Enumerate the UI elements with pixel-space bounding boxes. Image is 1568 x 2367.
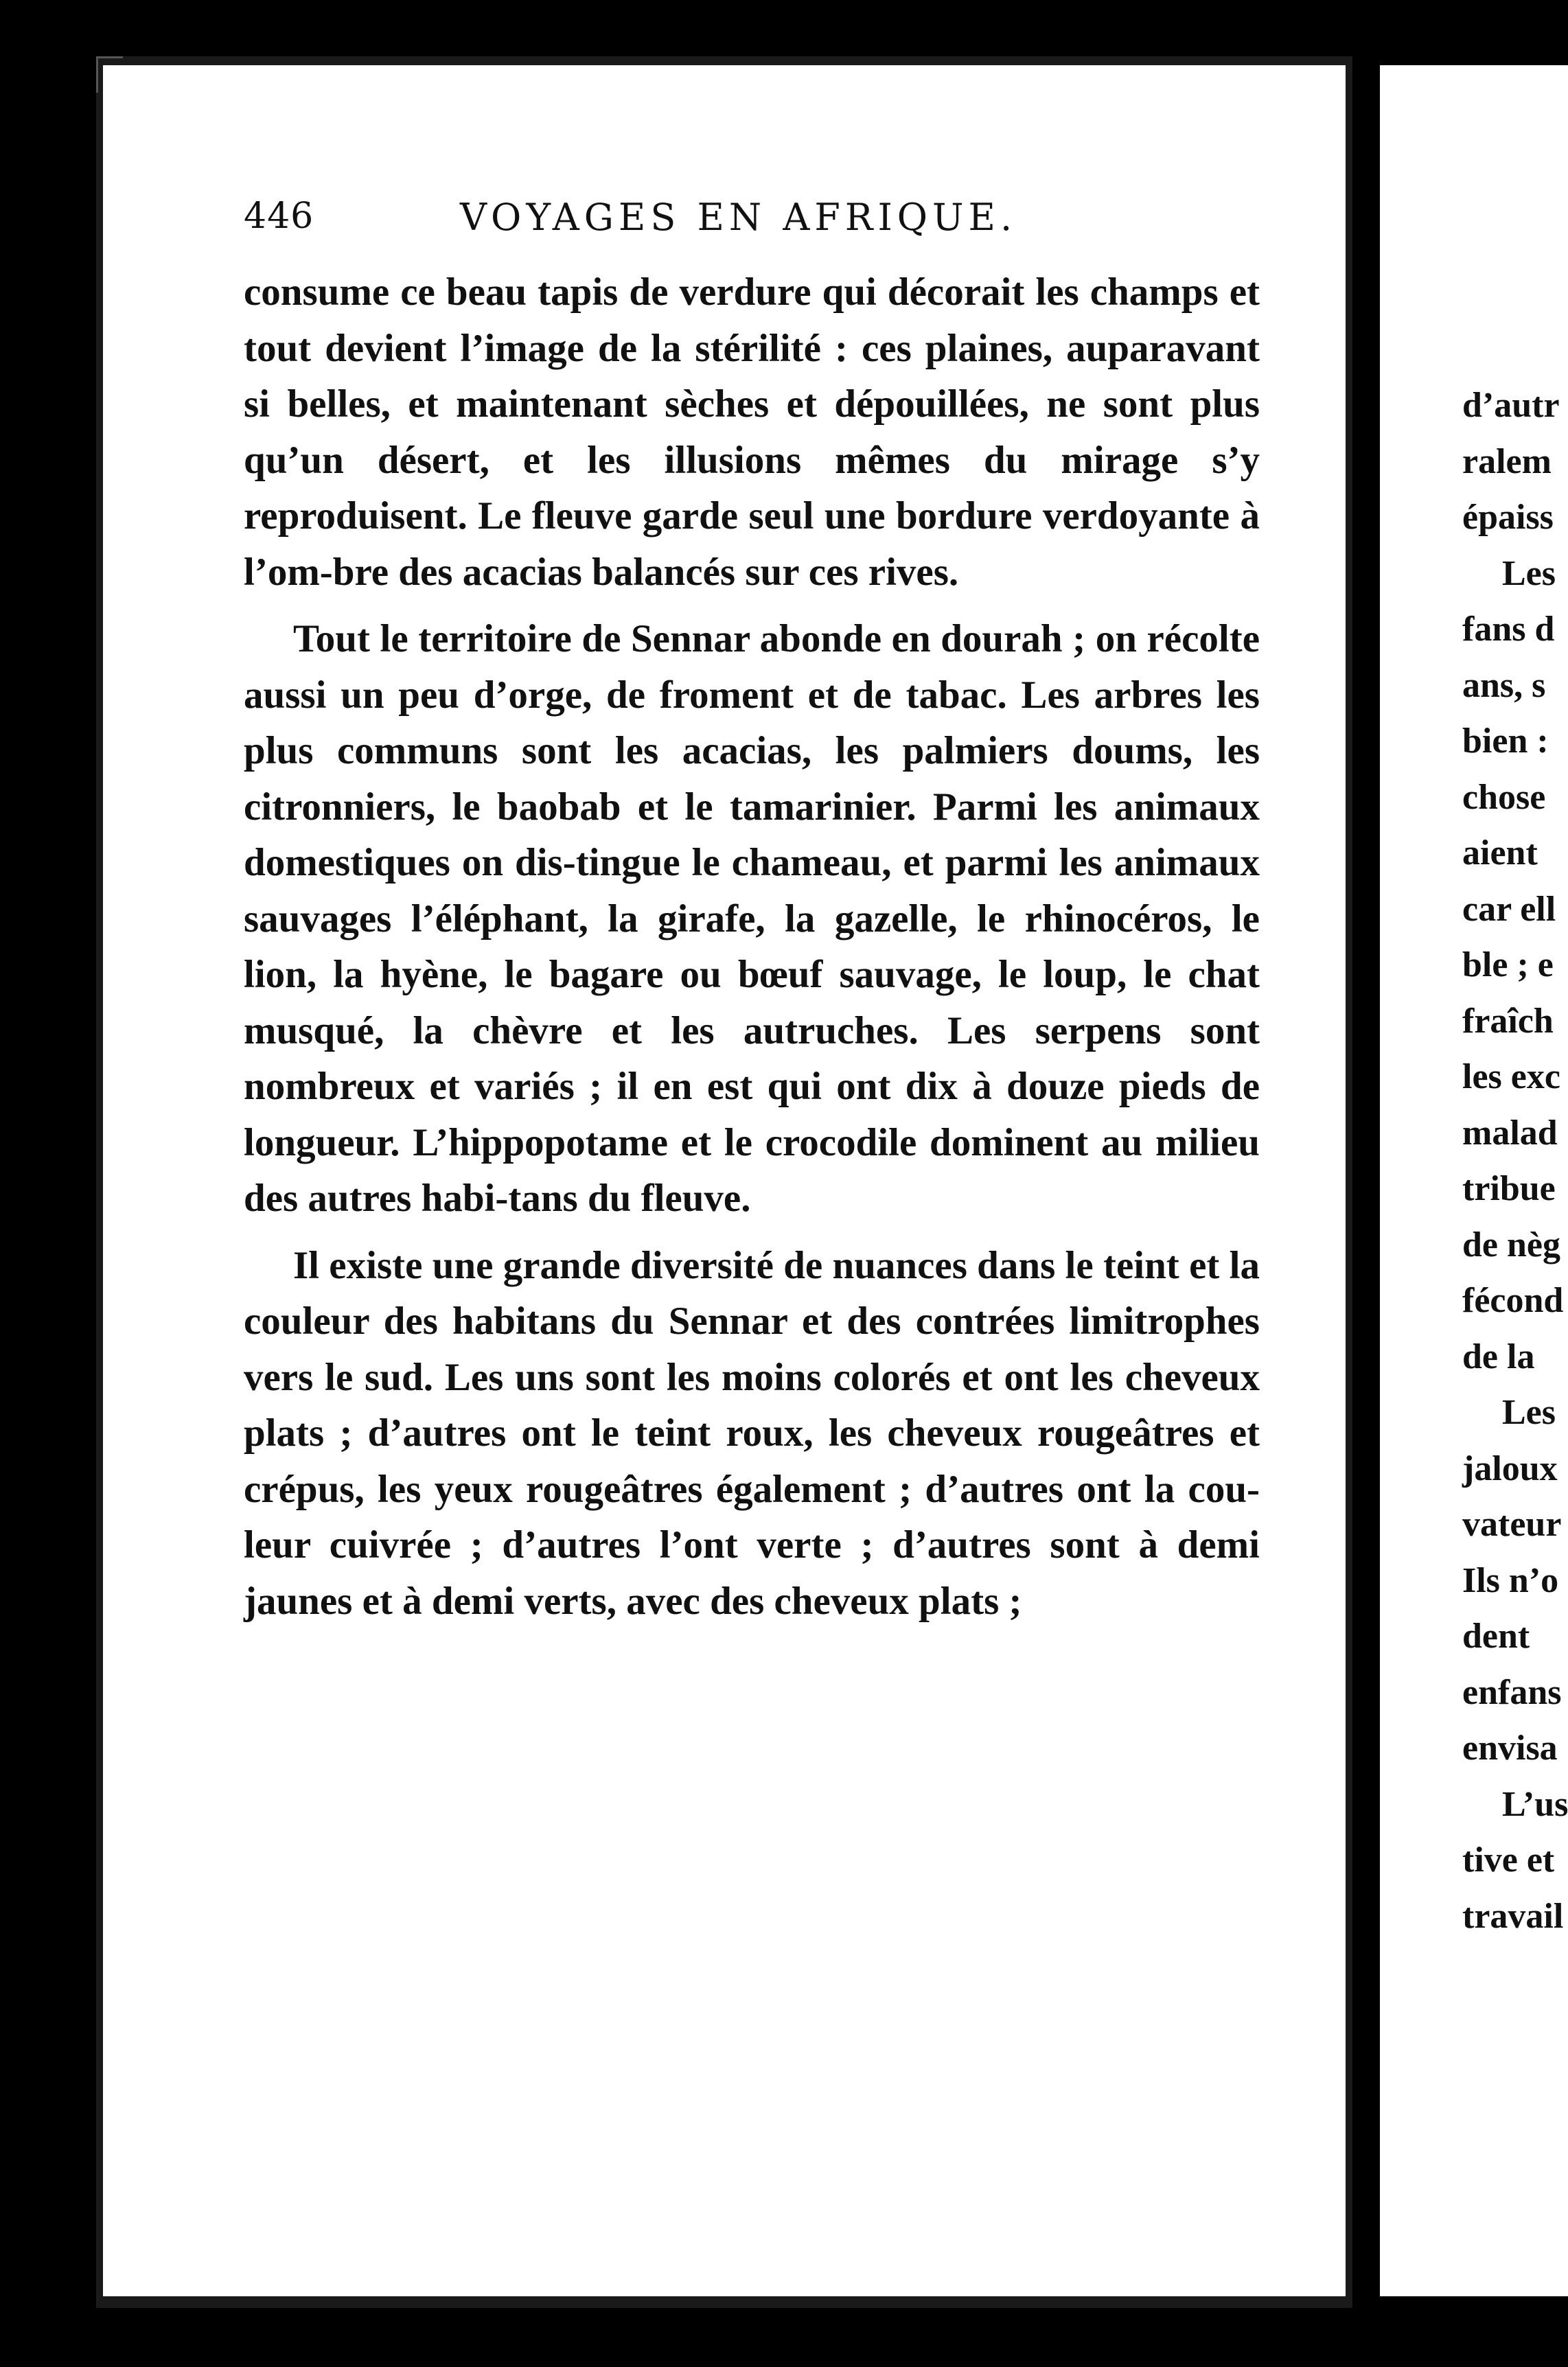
body-text [244,264,1260,1640]
adjacent-line: de nèg [1462,1225,1560,1265]
adjacent-line: tribue [1462,1169,1556,1208]
corner-fold-icon [96,56,123,93]
adjacent-line: travail [1462,1896,1564,1936]
adjacent-line: ans, s [1462,665,1546,705]
adjacent-page-text [1462,378,1568,1944]
adjacent-line: enfans [1462,1672,1562,1712]
adjacent-line: de la [1462,1337,1535,1376]
adjacent-line: fraîch [1462,1001,1554,1041]
adjacent-line: envisa [1462,1729,1558,1768]
running-head [244,196,1273,251]
adjacent-line: les exc [1462,1057,1560,1096]
page-number: 446 [244,196,314,237]
adjacent-line: dent [1462,1617,1530,1656]
paragraph: Tout le territoire de Sennar abonde en dourah ; on récolte aussi un peu d’orge, de froment et de tabac. Les arbres les plus communs sont les acacias, les palmiers doums, les citronniers, le baobab et le tamarinier. Parmi les animaux domestiques on dis-tingue le chameau, et parmi les animaux sauvages l’éléphant, la girafe, la gazelle, le rhinocéros, le lion, la hyène, le bagare ou bœuf sauvage, le loup, le chat musqué, la chèvre et les autruches. Les serpens sont nombreux et variés ; il en est qui ont dix à douze pieds de longueur. L’hippopotame et le crocodile dominent au milieu des autres habi-tans du fleuve. [244,617,1260,1220]
adjacent-line: jaloux [1462,1448,1558,1488]
adjacent-line: tive et [1462,1840,1555,1880]
adjacent-line: fans d [1462,610,1555,649]
adjacent-line: aient [1462,833,1538,873]
adjacent-line: Ils n’o [1462,1560,1559,1600]
adjacent-line: bien : [1462,721,1549,761]
adjacent-line: Les [1502,1393,1556,1432]
adjacent-line: L’us [1502,1784,1568,1824]
adjacent-line: ralem [1462,441,1552,481]
paragraph: consume ce beau tapis de verdure qui décorait les champs et tout devient l’image de la stérilité : ces plaines, auparavant si belles, et maintenant sèches et dépouillées, ne sont plus qu’un désert, et les illusions mêmes du mirage s’y reproduisent. Le fleuve garde seul une bordure verdoyante à l’om-bre des acacias balancés sur ces rives. [244,270,1260,594]
adjacent-line: ble ; e [1462,945,1554,984]
adjacent-line: chose [1462,777,1546,817]
adjacent-line: fécond [1462,1281,1564,1320]
adjacent-line: vateur [1462,1505,1562,1544]
adjacent-line: car ell [1462,889,1556,929]
adjacent-line: Les [1502,553,1556,593]
adjacent-line: d’autr [1462,386,1560,425]
paragraph: Il existe une grande diversité de nuances dans le teint et la couleur des habitans du Sennar et des contrées limitrophes vers le sud. Les uns sont les moins colorés et ont les cheveux plats ; d’autres ont le teint roux, les cheveux rougeâtres et crépus, les yeux rougeâtres également ; d’autres ont la cou-leur cuivrée ; d’autres l’ont verte ; d’autres sont à demi jaunes et à demi verts, avec des cheveux plats ; [244,1243,1260,1623]
running-title: VOYAGES EN AFRIQUE. [460,196,1017,239]
adjacent-line: malad [1462,1113,1558,1153]
adjacent-line: épaiss [1462,498,1554,537]
adjacent-page [1380,65,1568,2296]
